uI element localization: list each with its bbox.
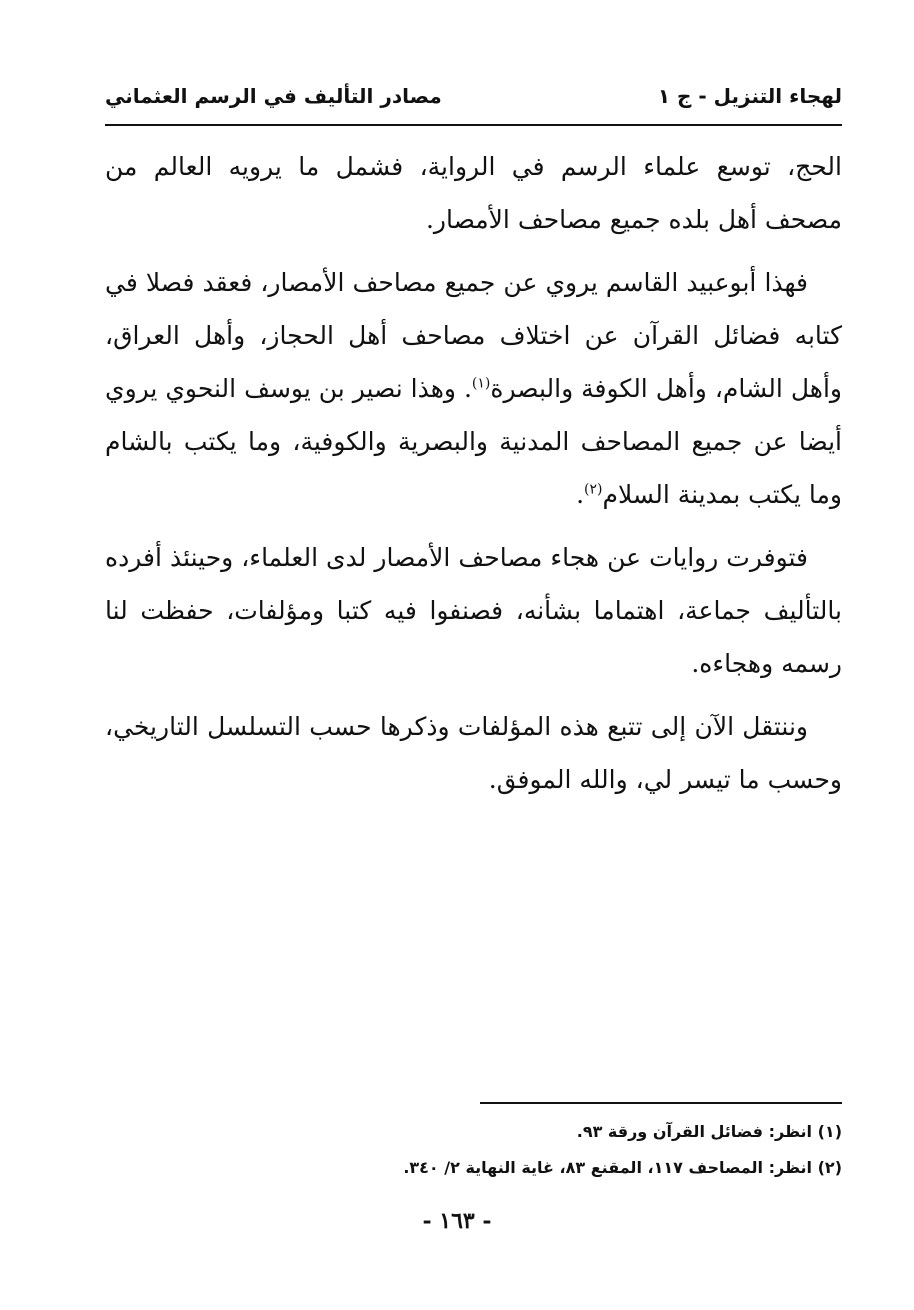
footnote-2-text: انظر: المصاحف ١١٧، المقنع ٨٣، غاية النهاية ٢/ ٣٤٠. <box>403 1158 813 1177</box>
footnote-ref-1[interactable]: (١) <box>471 375 491 392</box>
paragraph-2-text: فهذا أبوعبيد القاسم يروي عن جميع مصاحف الأمصار، فعقد فصلا في كتابه فضائل القرآن عن اختلاف مصاحف أهل الحجاز، وأهل العراق، وأهل الشام، وأهل الكوفة والبصرة <box>105 268 842 403</box>
footnote-rule <box>480 1102 842 1104</box>
footnote-1 <box>105 1114 842 1150</box>
footnote-2 <box>105 1150 842 1186</box>
running-header-book-title: لهجاء التنزيل - ج ١ <box>657 84 842 108</box>
paragraph-3-text: فتوفرت روايات عن هجاء مصاحف الأمصار لدى العلماء، وحينئذ أفرده بالتأليف جماعة، اهتماما بشأنه، فصنفوا فيه كتبا ومؤلفات، حفظت لنا رسمه وهجاءه. <box>105 543 842 678</box>
paragraph-2-text-continued: . وهذا نصير بن يوسف النحوي يروي أيضا عن جميع المصاحف المدنية والبصرية والكوفية، وما يكتب بالشام وما يكتب بمدينة السلام <box>105 374 842 509</box>
paragraph-1-text: الحج، توسع علماء الرسم في الرواية، فشمل ما يرويه العالم من مصحف أهل بلده جميع مصاحف الأمصار. <box>105 152 842 234</box>
footnotes <box>105 1114 842 1186</box>
footnote-1-text: انظر: فضائل القرآن ورقة ٩٣. <box>576 1122 813 1141</box>
footnote-1-marker: (١) <box>817 1122 842 1141</box>
page-number: - ١٦٣ - <box>422 1208 492 1234</box>
paragraph-2 <box>105 256 842 521</box>
header-rule <box>105 124 842 126</box>
paragraph-4 <box>105 700 842 806</box>
footnote-ref-2[interactable]: (٢) <box>584 481 603 498</box>
running-header-chapter-title: مصادر التأليف في الرسم العثماني <box>105 84 442 108</box>
body-text <box>105 140 842 816</box>
paragraph-3 <box>105 531 842 690</box>
footnote-2-marker: (٢) <box>817 1158 842 1177</box>
paragraph-2-end: . <box>576 480 585 509</box>
running-header <box>105 78 842 118</box>
paragraph-4-text: وننتقل الآن إلى تتبع هذه المؤلفات وذكرها حسب التسلسل التاريخي، وحسب ما تيسر لي، والله الموفق. <box>105 712 842 794</box>
paragraph-1 <box>105 140 842 246</box>
